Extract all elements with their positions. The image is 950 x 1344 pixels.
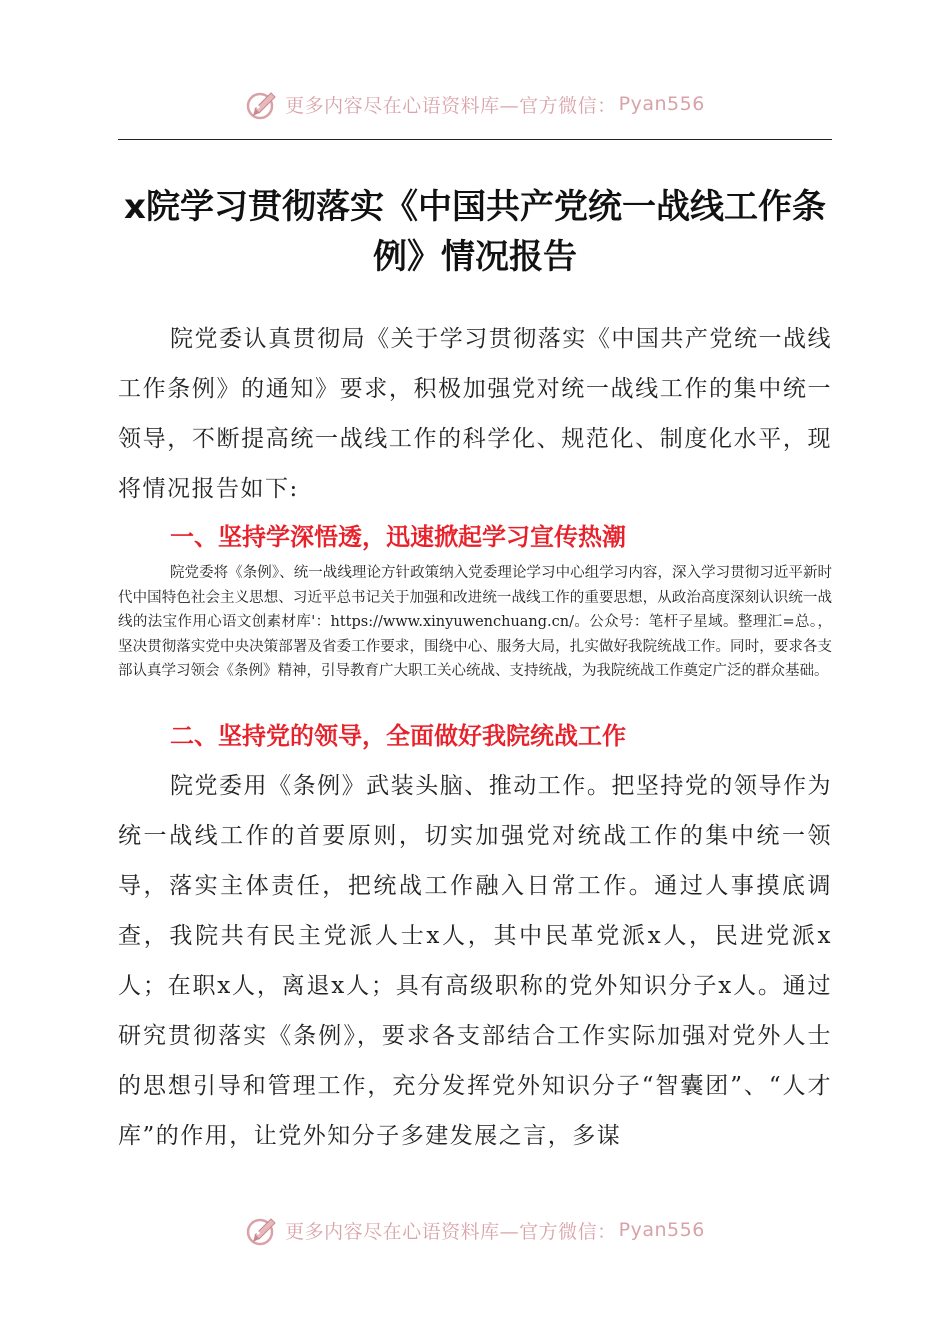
section-2-heading: 二、坚持党的领导，全面做好我院统战工作 <box>170 722 626 750</box>
header-banner <box>0 84 950 124</box>
section-1-paragraph: 院党委将《条例》、统一战线理论方针政策纳入党委理论学习中心组学习内容，深入学习贯彻习近平新时代中国特色社会主义思想、习近平总书记关于加强和改进统一战线工作的重要思想，从政治高度深刻认识统一战线的法宝作用心语文创素材库'：https://www.xinyuwenchuang.cn/。公众号：笔杆子星域。整理汇=总。，坚决贯彻落实党中央决策部署及省委工作要求，围绕中心、服务大局，扎实做好我院统战工作。同时，要求各支部认真学习领会《条例》精神，引导教育广大职工关心统战、支持统战，为我院统战工作奠定广泛的群众基础。 <box>118 565 832 680</box>
section-1-heading: 一、坚持学深悟透，迅速掀起学习宣传热潮 <box>170 523 626 551</box>
section-2-paragraph: 院党委用《条例》武装头脑、推动工作。把坚持党的领导作为统一战线工作的首要原则，切实加强党对统战工作的集中统一领导，落实主体责任，把统战工作融入日常工作。通过人事摸底调查，我院共有民主党派人士x人，其中民革党派x人，民进党派x人；在职x人，离退x人；具有高级职称的党外知识分子x人。通过研究贯彻落实《条例》，要求各支部结合工作实际加强对党外人士的思想引导和管理工作，充分发挥党外知识分子“智囊团”、“人才库”的作用，让党外知分子多建发展之言，多谋 <box>118 773 832 1149</box>
banner-text: 更多内容尽在心语资料库—官方微信： <box>285 94 617 117</box>
intro-paragraph: 院党委认真贯彻局《关于学习贯彻落实《中国共产党统一战线工作条例》的通知》要求，积极加强党对统一战线工作的集中统一领导，不断提高统一战线工作的科学化、规范化、制度化水平，现将情况报告如下: <box>118 326 832 502</box>
document-title: x院学习贯彻落实《中国共产党统一战线工作条例》情况报告 <box>124 187 826 277</box>
pen-nib-logo-icon <box>245 1213 279 1247</box>
footer-banner <box>0 1210 950 1250</box>
header-divider <box>118 139 832 140</box>
banner-wechat-id: Pyan556 <box>618 1219 705 1241</box>
pen-nib-logo-icon <box>245 87 279 121</box>
banner-text: 更多内容尽在心语资料库—官方微信： <box>285 1220 617 1243</box>
banner-wechat-id: Pyan556 <box>618 93 705 115</box>
